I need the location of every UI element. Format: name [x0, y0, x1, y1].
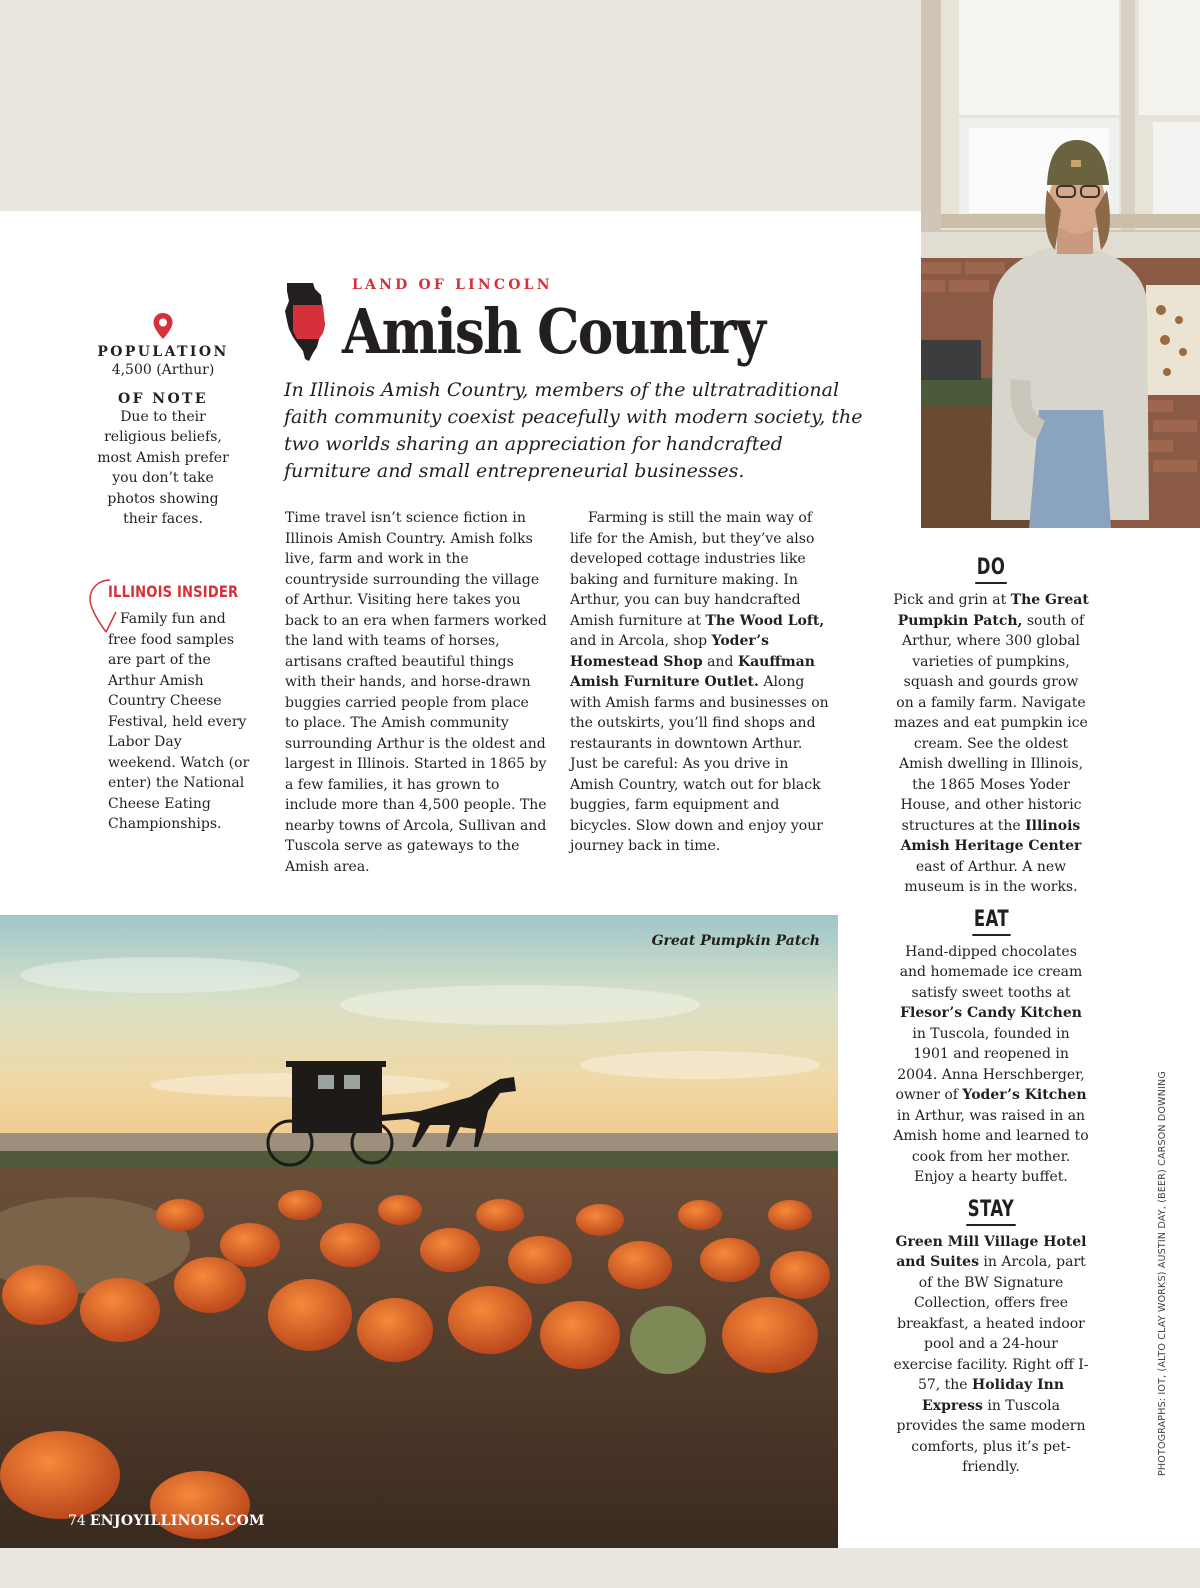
page-footer	[68, 1513, 265, 1529]
photo-caption: Great Pumpkin Patch	[651, 933, 820, 949]
do-section	[893, 555, 1089, 898]
do-eat-stay-column	[893, 555, 1089, 1478]
illinois-state-icon	[283, 281, 329, 363]
facts-sidebar	[88, 312, 238, 530]
population-value: 4,500 (Arthur)	[111, 362, 215, 378]
deck: In Illinois Amish Country, members of the ultratraditional faith community coexist peacefully with modern society, the two worlds sharing an appreciation for handcrafted furniture and small entrepreneurial businesses.	[284, 379, 863, 482]
note-label: OF NOTE	[118, 390, 208, 407]
wood-loft-name: The Wood Loft,	[705, 612, 825, 629]
note-text: Due to their religious beliefs, most Amish prefer you don’t take photos showing their faces.	[97, 408, 229, 527]
location-pin-icon	[152, 312, 174, 340]
stay-text: Green Mill Village Hotel and Suites in Arcola, part of the BW Signature Collection, offers free breakfast, a heated indoor pool and a 24-hour exercise facility. Right off I-57, the Holiday Inn Express in Tuscola provides the same modern comforts, plus it’s pet-friendly.	[893, 1233, 1089, 1475]
page-title: Amish Country	[342, 295, 765, 368]
eat-heading: EAT	[972, 907, 1010, 936]
pumpkin-patch-photo	[0, 915, 838, 1548]
eat-section	[893, 907, 1089, 1188]
photo-credit: PHOTOGRAPHS: IOT, (ALTO CLAY WORKS) AUSTIN DAY, (BEER) CARSON DOWNING	[1157, 1071, 1168, 1476]
body-column-2: Farming is still the main way of life for the Amish, but they’ve also developed cottage industries like baking and furniture making. In Arthur, you can buy handcrafted Amish furniture at The Wood Loft, and in Arcola, shop Yoder’s Homestead Shop and Kauffman Amish Furniture Outlet. Along with Amish farms and businesses on the outskirts, you’ll find shops and restaurants in downtown Arthur. Just be careful: As you drive in Amish Country, watch out for black buggies, farm equipment and bicycles. Slow down and enjoy your journey back in time.	[570, 510, 829, 854]
insider-text: Family fun and free food samples are part of the Arthur Amish Country Cheese Festival, held every Labor Day weekend. Watch (or enter) the National Cheese Eating Championships.	[108, 611, 250, 832]
body-column-1: Time travel isn’t science fiction in Illinois Amish Country. Amish folks live, farm and work in the countryside surrounding the village of Arthur. Visiting here takes you back to an era when farmers worked the land with teams of horses, artisans crafted beautiful things with their hands, and horse-drawn buggies carried people from place to place. The Amish community surrounding Arthur is the oldest and largest in Illinois. Started in 1865 by a few families, it has grown to include more than 4,500 people. The nearby towns of Arcola, Sullivan and Tuscola serve as gateways to the Amish area.	[285, 510, 547, 875]
insider-label: ILLINOIS INSIDER	[108, 582, 239, 601]
page-number: 74	[68, 1513, 86, 1529]
stay-heading: STAY	[966, 1197, 1016, 1226]
stay-section	[893, 1197, 1089, 1478]
artisan-portrait-photo	[921, 0, 1200, 528]
bottom-band	[0, 1548, 1200, 1588]
yoders-homestead-name: Yoder’s Homestead Shop	[570, 633, 770, 670]
kicker: LAND OF LINCOLN	[352, 277, 553, 293]
do-text: Pick and grin at The Great Pumpkin Patch, south of Arthur, where 300 global varieties of pumpkins, squash and gourds grow on a family farm. Navigate mazes and eat pumpkin ice cream. See the oldest Amish dwelling in Illinois, the 1865 Moses Yoder House, and other historic structures at the Illinois Amish Heritage Center east of Arthur. A new museum is in the works.	[893, 592, 1089, 895]
do-heading: DO	[975, 555, 1006, 584]
population-label: POPULATION	[97, 344, 229, 360]
eat-text: Hand-dipped chocolates and homemade ice cream satisfy sweet tooths at Flesor’s Candy Kitchen in Tuscola, founded in 1901 and reopened in 2004. Anna Herschberger, owner of Yoder’s Kitchen in Arthur, was raised in an Amish home and learned to cook from her mother. Enjoy a hearty buffet.	[893, 943, 1089, 1185]
site-link[interactable]: ENJOYILLINOIS.COM	[89, 1513, 265, 1529]
kauffman-outlet-name: Kauffman Amish Furniture Outlet.	[570, 653, 815, 690]
